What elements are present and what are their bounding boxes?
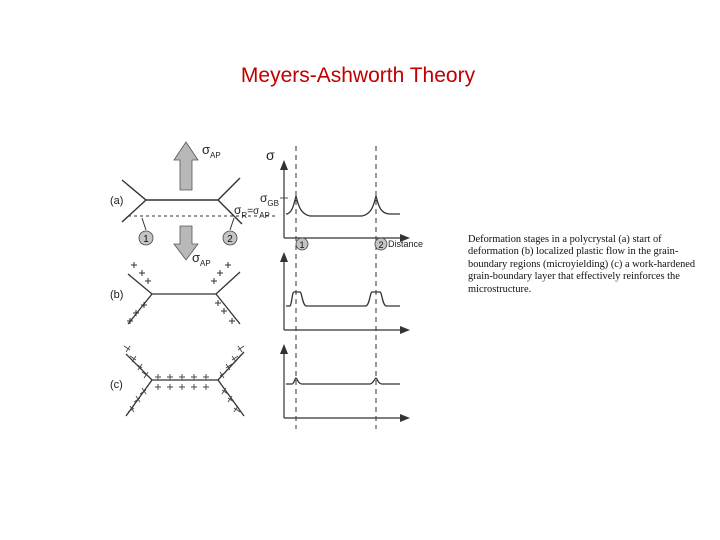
axis-marker-1-text: 1 — [299, 240, 305, 250]
stress-profile-c — [286, 378, 400, 384]
panel-label-c: (c) — [110, 379, 123, 391]
marker-1-text: 1 — [143, 234, 149, 245]
deformation-stages-figure — [100, 134, 440, 434]
slide-title: Meyers-Ashworth Theory — [240, 64, 476, 87]
figure-caption: Deformation stages in a polycrystal (a) start of deformation (b) localized plastic flow in the grain-boundary regions (microyielding) (c) a work-hardened grain-boundary layer that effectively reinforces the microstructure. — [468, 234, 696, 295]
distance-axis-label: Distance — [388, 239, 424, 249]
axis-marker-2-text: 2 — [378, 240, 384, 250]
plot-a-axes — [280, 160, 410, 242]
panel-label-a: (a) — [110, 195, 124, 207]
applied-stress-up-arrow — [174, 142, 198, 190]
panel-c-schematic — [126, 352, 244, 416]
marker-2-leader — [230, 218, 234, 230]
sigma-gb-label: $\sigma_{GB}$ — [260, 191, 279, 208]
panel-a-schematic — [122, 178, 278, 224]
sigma-ap-bottom-label: $\sigma_{AP}$ — [192, 250, 211, 268]
stress-profile-b — [286, 292, 400, 306]
panel-c-dislocation-layer — [124, 346, 244, 412]
sigma-r-label: $\sigma_R^{=\sigma}_{AP}$ — [234, 203, 270, 220]
marker-1-leader — [142, 218, 146, 230]
panel-label-b: (b) — [110, 289, 124, 301]
stress-profile-a — [286, 196, 400, 216]
marker-2-text: 2 — [227, 234, 233, 245]
panel-b-dislocations — [127, 262, 235, 324]
panel-b-schematic — [128, 272, 240, 324]
plot-b-axes — [280, 252, 410, 334]
sigma-ap-top-label: $\sigma_{AP}$ — [202, 142, 221, 160]
stress-axis-symbol: σ — [266, 147, 275, 163]
